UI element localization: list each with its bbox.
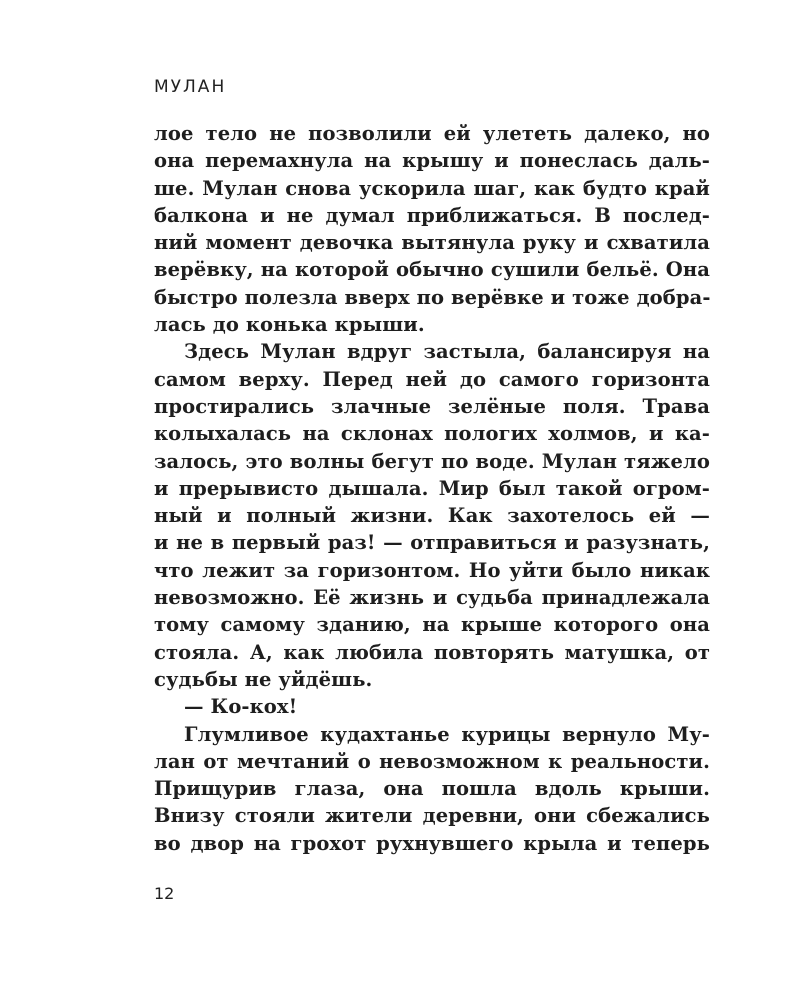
text-line: самом верху. Перед ней до самого горизонта	[154, 367, 710, 391]
text-line: невозможно. Её жизнь и судьба принадлежала	[154, 586, 710, 610]
text-line: залось, это волны бегут по воде. Мулан тяжело	[154, 449, 710, 473]
running-head: МУЛАН	[154, 77, 227, 97]
text-line: во двор на грохот рухнувшего крыла и теперь	[154, 831, 710, 855]
text-line: стояла. А, как любила повторять матушка, от	[154, 640, 710, 664]
text-line: — Ко-кох!	[184, 695, 298, 719]
text-line: ше. Мулан снова ускорила шаг, как будто край	[154, 176, 710, 200]
text-line: лое тело не позволили ей улететь далеко, но	[154, 122, 710, 145]
text-line: ний момент девочка вытянула руку и схватила	[154, 231, 710, 255]
text-line: и прерывисто дышала. Мир был такой огром-	[154, 476, 710, 500]
text-line: Глумливое кудахтанье курицы вернуло Му-	[184, 722, 710, 746]
text-line: лась до конька крыши.	[154, 313, 425, 337]
text-line: верёвку, на которой обычно сушили бельё. Она	[154, 258, 710, 282]
text-line: быстро полезла вверх по верёвке и тоже добра-	[154, 285, 711, 309]
text-line: Внизу стояли жители деревни, они сбежались	[154, 804, 710, 828]
text-line: Прищурив глаза, она пошла вдоль крыши.	[154, 777, 710, 801]
text-line: тому самому зданию, на крыше которого она	[154, 613, 710, 637]
text-line: и не в первый раз! — отправиться и разузнать,	[154, 531, 710, 555]
text-line: балкона и не думал приближаться. В послед-	[154, 203, 710, 227]
text-line: она перемахнула на крышу и понеслась даль-	[154, 149, 710, 173]
text-line: что лежит за горизонтом. Но уйти было никак	[154, 558, 710, 582]
page-body-text	[154, 120, 710, 857]
page-number: 12	[154, 884, 175, 903]
text-line: ный и полный жизни. Как захотелось ей —	[154, 504, 710, 528]
text-line: колыхалась на склонах пологих холмов, и ка-	[154, 422, 710, 446]
text-line: Здесь Мулан вдруг застыла, балансируя на	[184, 340, 710, 364]
text-line: простирались злачные зелёные поля. Трава	[154, 394, 710, 418]
text-line: судьбы не уйдёшь.	[154, 667, 373, 691]
text-line: лан от мечтаний о невозможном к реальности.	[154, 749, 710, 773]
